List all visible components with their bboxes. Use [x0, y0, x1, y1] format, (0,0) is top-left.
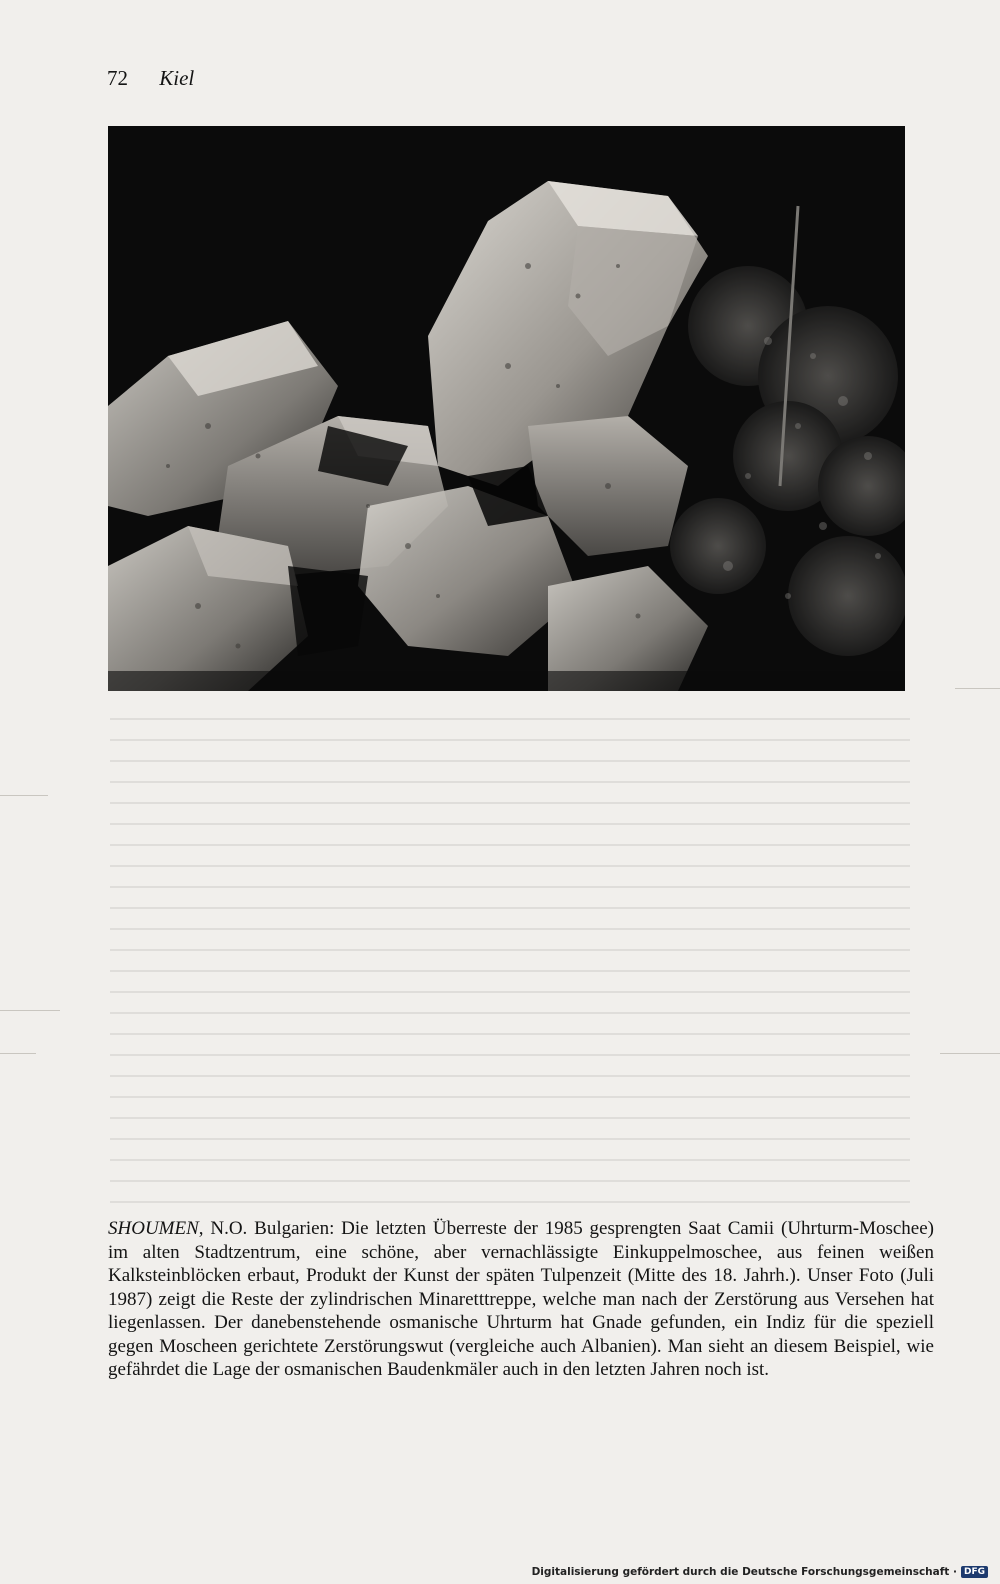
photo-illustration: [108, 126, 905, 691]
running-head-author: Kiel: [159, 66, 195, 90]
caption-place: SHOUMEN: [108, 1218, 199, 1239]
scan-margin-mark: [0, 795, 48, 796]
scan-margin-mark: [0, 1053, 36, 1054]
scan-margin-mark: [955, 688, 1000, 689]
scan-margin-mark: [940, 1053, 1000, 1054]
running-header: [107, 66, 194, 90]
dfg-logo: DFG: [961, 1566, 988, 1578]
scan-margin-mark: [0, 1010, 60, 1011]
page-number: 72: [107, 66, 128, 90]
caption-text: , N.O. Bulgarien: Die letzten Überreste der 1985 gesprengten Saat Camii (Uhrturm-Moschee) im alten Stadtzentrum, eine schöne, aber vernachlässigte Einkuppelmoschee, aus feinen weißen Kalksteinblöcken erbaut, Produkt der Kunst der späten Tulpenzeit (Mitte des 18. Jahrh.). Unser Foto (Juli 1987) zeigt die Reste der zylindrischen Minaretttreppe, welche man nach der Zerstörung aus Versehen hat liegenlassen. Der danebenstehende osmanische Uhrturm hat Gnade gefunden, ein Indiz für die speziell gegen Moscheen gerichtete Zerstörungswut (vergleiche auch Albanien). Man sieht an diesem Beispiel, wie gefährdet die Lage der osmanischen Baudenkmäler auch in den letzten Jahren noch ist.: [108, 1218, 934, 1380]
rubble-photograph: [108, 126, 905, 691]
show-through-lines: [110, 718, 910, 1258]
footer-text: Digitalisierung gefördert durch die Deutsche Forschungsgemeinschaft ·: [531, 1566, 957, 1578]
photo-caption: [108, 1217, 934, 1382]
digitization-footer: [532, 1566, 988, 1578]
